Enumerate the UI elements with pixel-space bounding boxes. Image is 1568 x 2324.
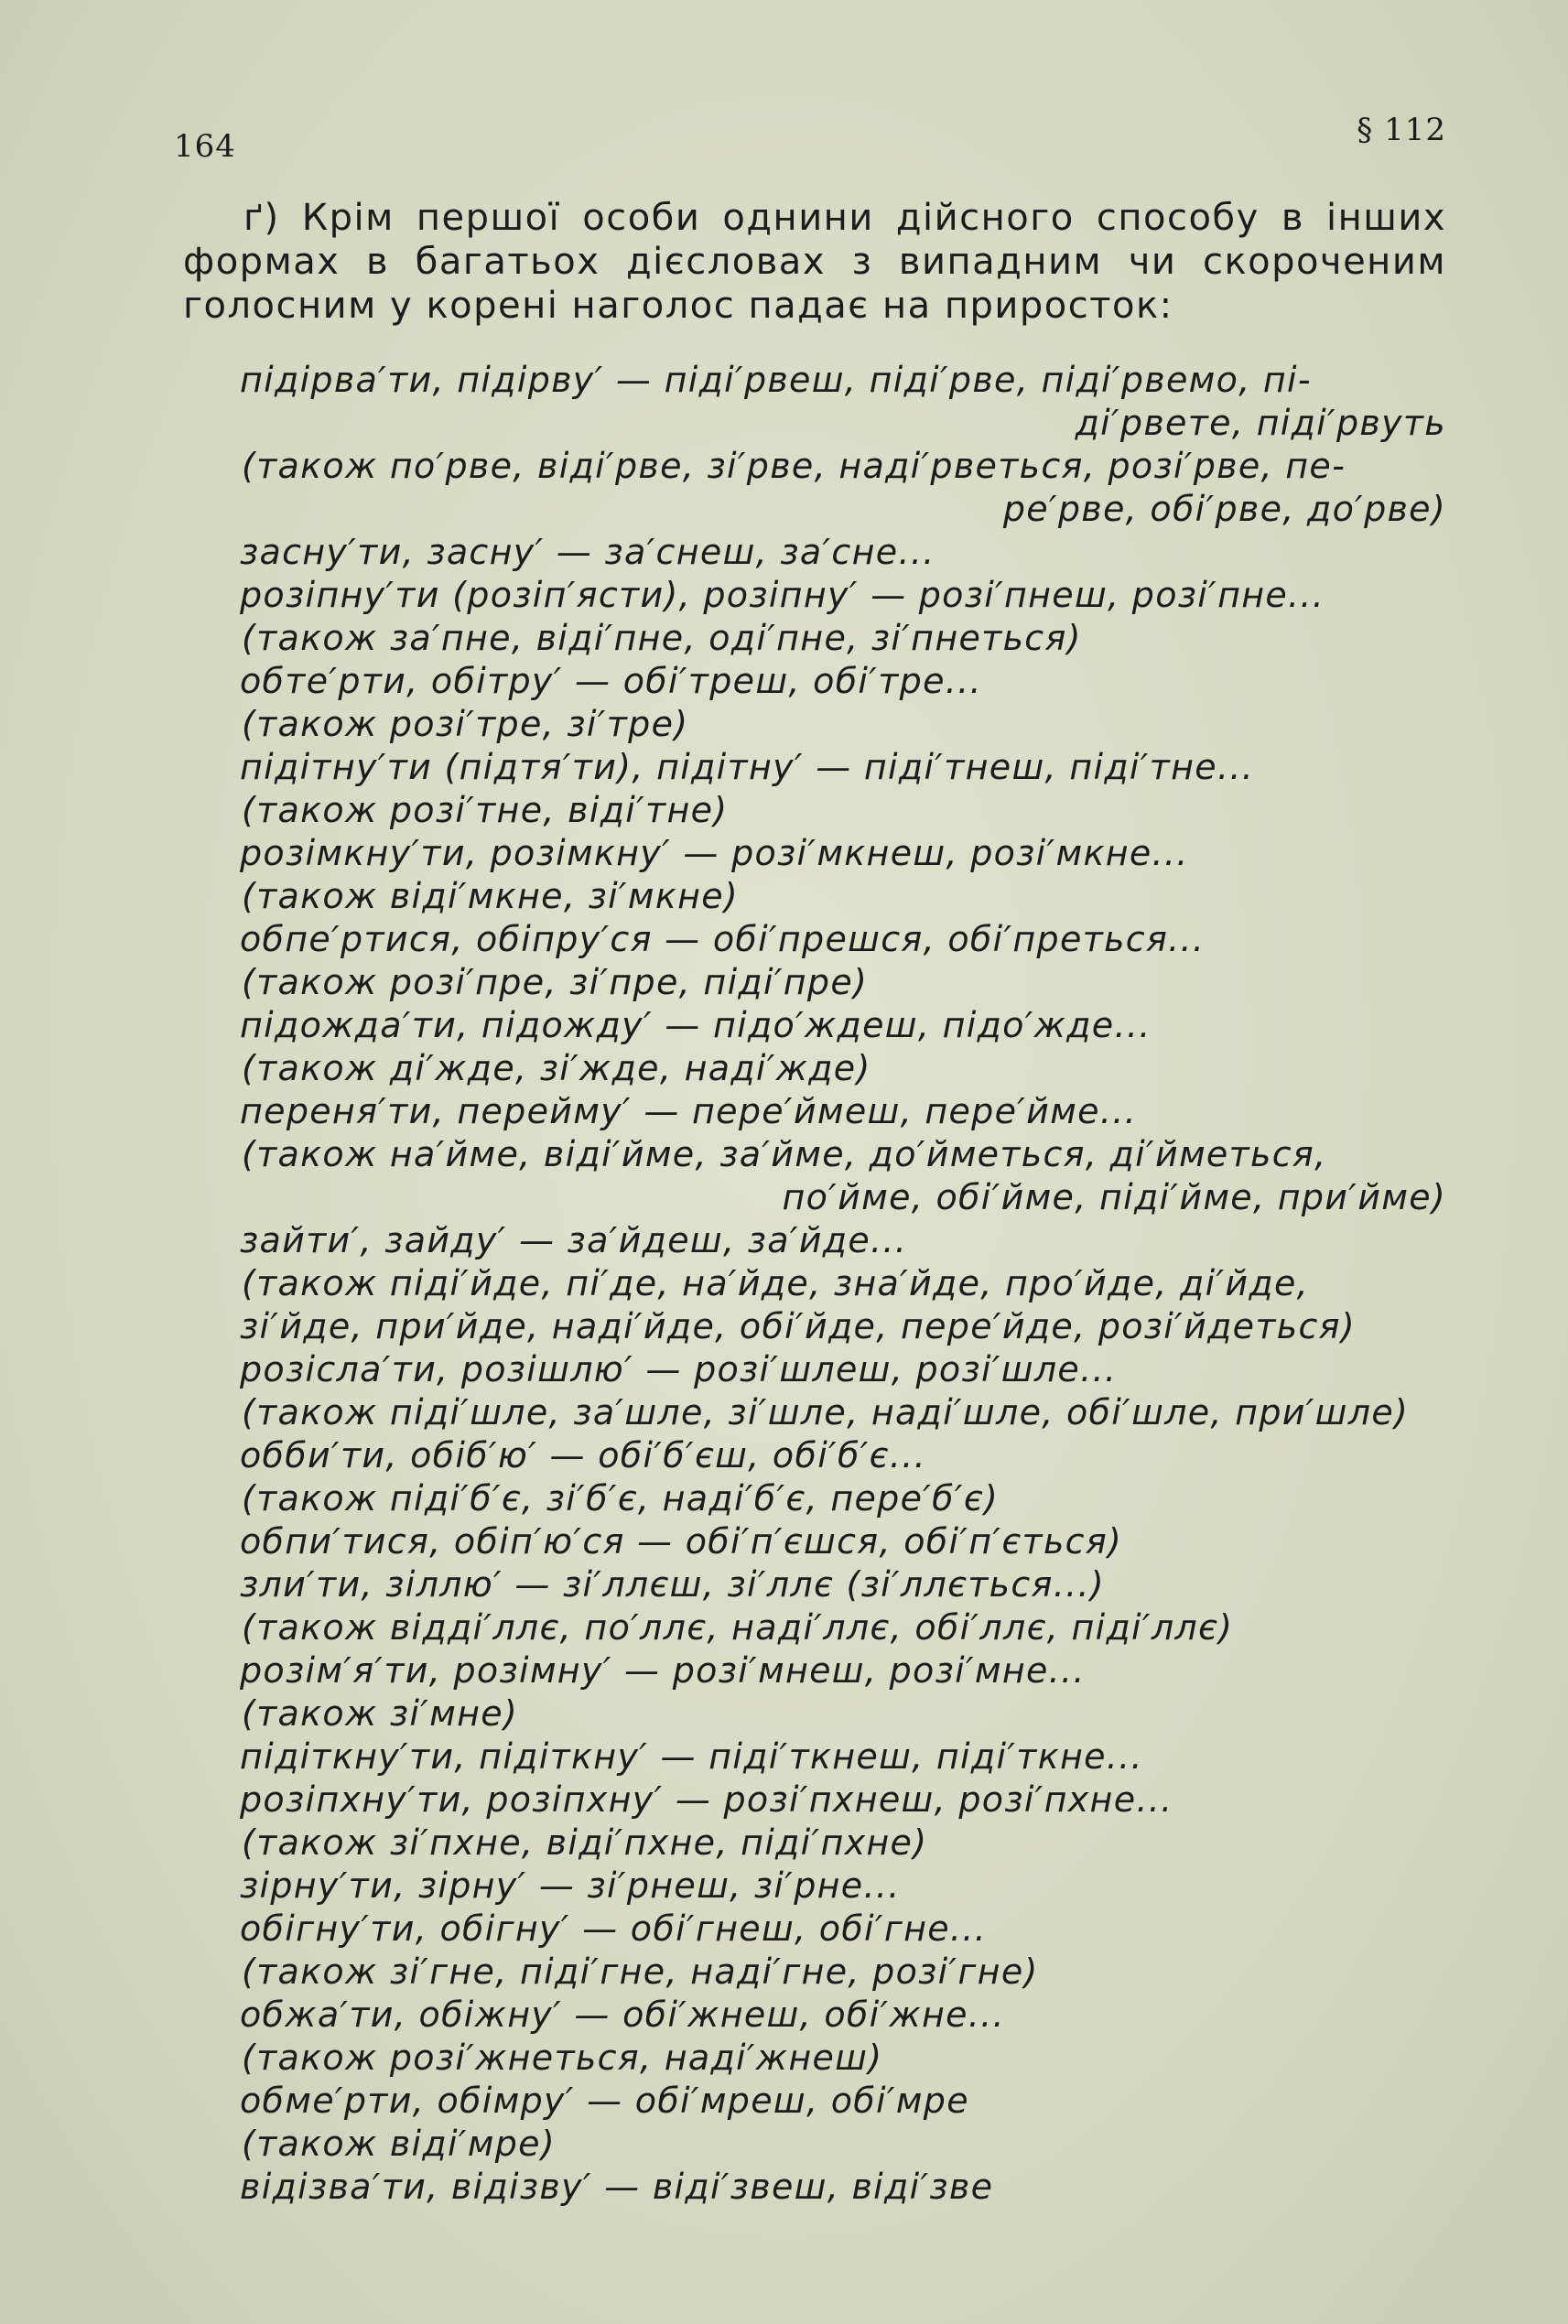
example-parenthetical: (також на′йме, віді′йме, за′йме, до′йметься, ді′йметься, (242, 1134, 1327, 1174)
example-line: переня′ти, перейму′ — пере′ймеш, пере′йме... (240, 1091, 1137, 1131)
example-parenthetical: (також зі′гне, піді′гне, наді′гне, розі′гне) (242, 1951, 1039, 1992)
example-continuation: ре′рве, обі′рве, до′рве) (1002, 489, 1446, 529)
example-parenthetical: (також зі′мне) (242, 1693, 519, 1734)
example-line: засну′ти, засну′ — за′снеш, за′сне... (240, 532, 935, 572)
example-line: підіткну′ти, підіткну′ — піді′ткнеш, піді′ткне... (240, 1736, 1143, 1777)
example-parenthetical: (також розі′пре, зі′пре, піді′пре) (242, 962, 869, 1002)
example-line: обжа′ти, обіжну′ — обі′жнеш, обі′жне... (240, 1994, 1005, 2035)
example-parenthetical: (також піді′б′є, зі′б′є, наді′б′є, пере′б′є) (242, 1478, 1000, 1519)
running-head (174, 112, 1446, 165)
example-line: підітну′ти (підтя′ти), підітну′ — піді′тнеш, піді′тне... (240, 747, 1255, 787)
example-line: обпи′тися, обіп′ю′ся — обі′п′єшся, обі′п′ється) (240, 1521, 1123, 1562)
example-line: підожда′ти, підожду′ — підо′ждеш, підо′жде... (240, 1005, 1152, 1045)
example-parenthetical: (також по′рве, віді′рве, зі′рве, наді′рветься, розі′рве, пе- (242, 446, 1346, 486)
example-line: розімкну′ти, розімкну′ — розі′мкнеш, розі′мкне... (240, 833, 1189, 873)
example-line: розіпхну′ти, розіпхну′ — розі′пхнеш, розі′пхне... (240, 1779, 1173, 1820)
example-parenthetical: (також віді′мре) (242, 2124, 556, 2164)
example-line: розіпну′ти (розіп′ясти), розіпну′ — розі′пнеш, розі′пне... (240, 575, 1325, 615)
example-line: обігну′ти, обігну′ — обі′гнеш, обі′гне... (240, 1908, 988, 1949)
intro-paragraph: ґ) Крім першої особи однини дійсного способу в інших формах в багатьох дієсловах з випадним чи скороченим голосним у корені наголос падає на приросток: (183, 197, 1446, 327)
example-line: відізва′ти, відізву′ — віді′звеш, віді′зве (240, 2167, 994, 2207)
example-line: підірва′ти, підірву′ — піді′рвеш, піді′рве, піді′рвемо, пі- (240, 360, 1312, 400)
example-parenthetical: (також піді′йде, пі′де, на′йде, зна′йде, про′йде, ді′йде, (242, 1263, 1310, 1303)
example-continuation: по′йме, обі′йме, піді′йме, при′йме) (782, 1177, 1446, 1217)
example-line: обби′ти, обіб′ю′ — обі′б′єш, обі′б′є... (240, 1435, 926, 1475)
example-line: розім′я′ти, розімну′ — розі′мнеш, розі′мне... (240, 1650, 1086, 1691)
example-parenthetical: (також розі′тне, віді′тне) (242, 790, 729, 830)
example-line: обпе′ртися, обіпру′ся — обі′прешся, обі′преться... (240, 919, 1206, 959)
example-parenthetical: (також розі′тре, зі′тре) (242, 704, 689, 744)
example-parenthetical: (також віді′мкне, зі′мкне) (242, 876, 740, 916)
example-parenthetical: (також за′пне, віді′пне, оді′пне, зі′пнеться) (242, 618, 1082, 658)
verb-examples-list (240, 359, 1446, 2209)
example-line: зірну′ти, зірну′ — зі′рнеш, зі′рне... (240, 1865, 901, 1906)
example-parenthetical: (також розі′жнеться, наді′жнеш) (242, 2038, 883, 2078)
example-line: розісла′ти, розішлю′ — розі′шлеш, розі′шле... (240, 1349, 1118, 1389)
example-line: обме′рти, обімру′ — обі′мреш, обі′мре (240, 2081, 969, 2121)
example-parenthetical: (також ді′жде, зі′жде, наді′жде) (242, 1048, 871, 1088)
example-parenthetical: (також зі′пхне, віді′пхне, піді′пхне) (242, 1822, 928, 1863)
example-line: зли′ти, зіллю′ — зі′ллєш, зі′ллє (зі′ллється...) (240, 1564, 1105, 1605)
page-number: 164 (174, 128, 236, 165)
example-line: обте′рти, обітру′ — обі′треш, обі′тре... (240, 661, 982, 701)
example-parenthetical: (також відді′ллє, по′ллє, наді′ллє, обі′ллє, піді′ллє) (242, 1607, 1234, 1648)
example-continuation: ді′рвете, піді′рвуть (1075, 403, 1446, 443)
example-line: зі′йде, при′йде, наді′йде, обі′йде, пере′йде, розі′йдеться) (240, 1306, 1356, 1346)
example-parenthetical: (також піді′шле, за′шле, зі′шле, наді′шле, обі′шле, при′шле) (242, 1392, 1410, 1432)
example-line: зайти′, зайду′ — за′йдеш, за′йде... (240, 1220, 908, 1260)
section-number: § 112 (1357, 112, 1446, 148)
